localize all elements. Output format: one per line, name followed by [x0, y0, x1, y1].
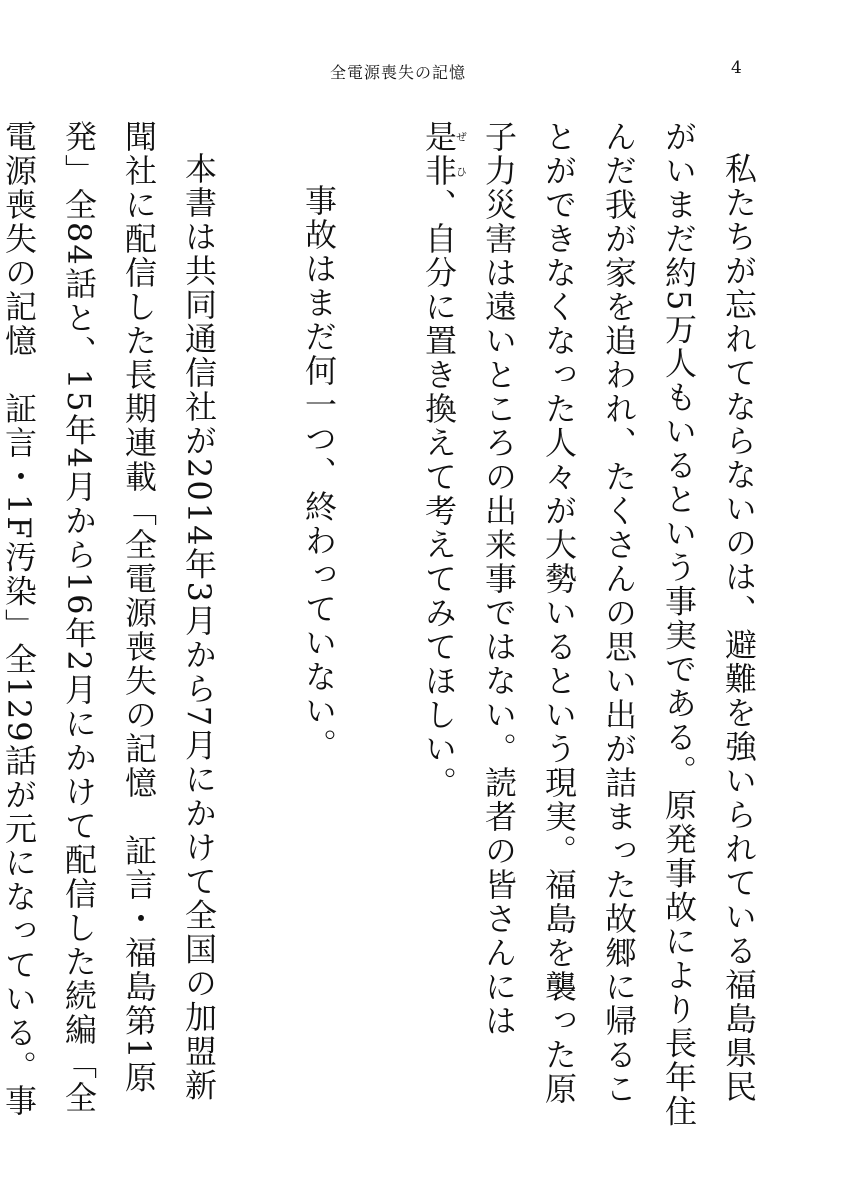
paragraph-1: [409, 120, 769, 1130]
paragraph-2-text: 事故はまだ何一つ、終わっていない。: [300, 184, 338, 762]
paragraph-3: [0, 120, 229, 1130]
paragraph-2: [289, 120, 349, 1130]
body-text: [0, 120, 769, 1130]
running-header-title: 全電源喪失の記憶: [330, 63, 467, 82]
paragraph-1-tail: 、自分に置き換えて考えてみてほしい。: [420, 188, 458, 800]
blank-line: [349, 120, 409, 1130]
page-number: 4: [731, 58, 742, 78]
ruby-base: 是非: [420, 120, 458, 188]
paragraph-1-text: 私たちが忘れてならないのは、避難を強いられている福島県民がいまだ約5万人もいるという事実である。原発事故により長年住んだ我が家を追われ、たくさんの思い出が詰まった故郷に帰ることができなくなった人々が大勢いるという現実。福島を襲った原子力災害は遠いところの出来事ではない。読者の皆さんには: [480, 120, 758, 1129]
paragraph-3-text: 本書は共同通信社が2014年3月から7月にかけて全国の加盟新聞社に配信した長期連載「全電源喪失の記憶 証言・福島第1原発」全84話と、15年4月から16年2月にかけて配信した続編「全電源喪失の記憶 証言・1F汚染」全129話が元になっている。事: [0, 120, 218, 1118]
ruby-reading: ぜひ: [454, 120, 468, 188]
blank-line: [229, 120, 289, 1130]
ruby-zehi: [420, 120, 468, 188]
